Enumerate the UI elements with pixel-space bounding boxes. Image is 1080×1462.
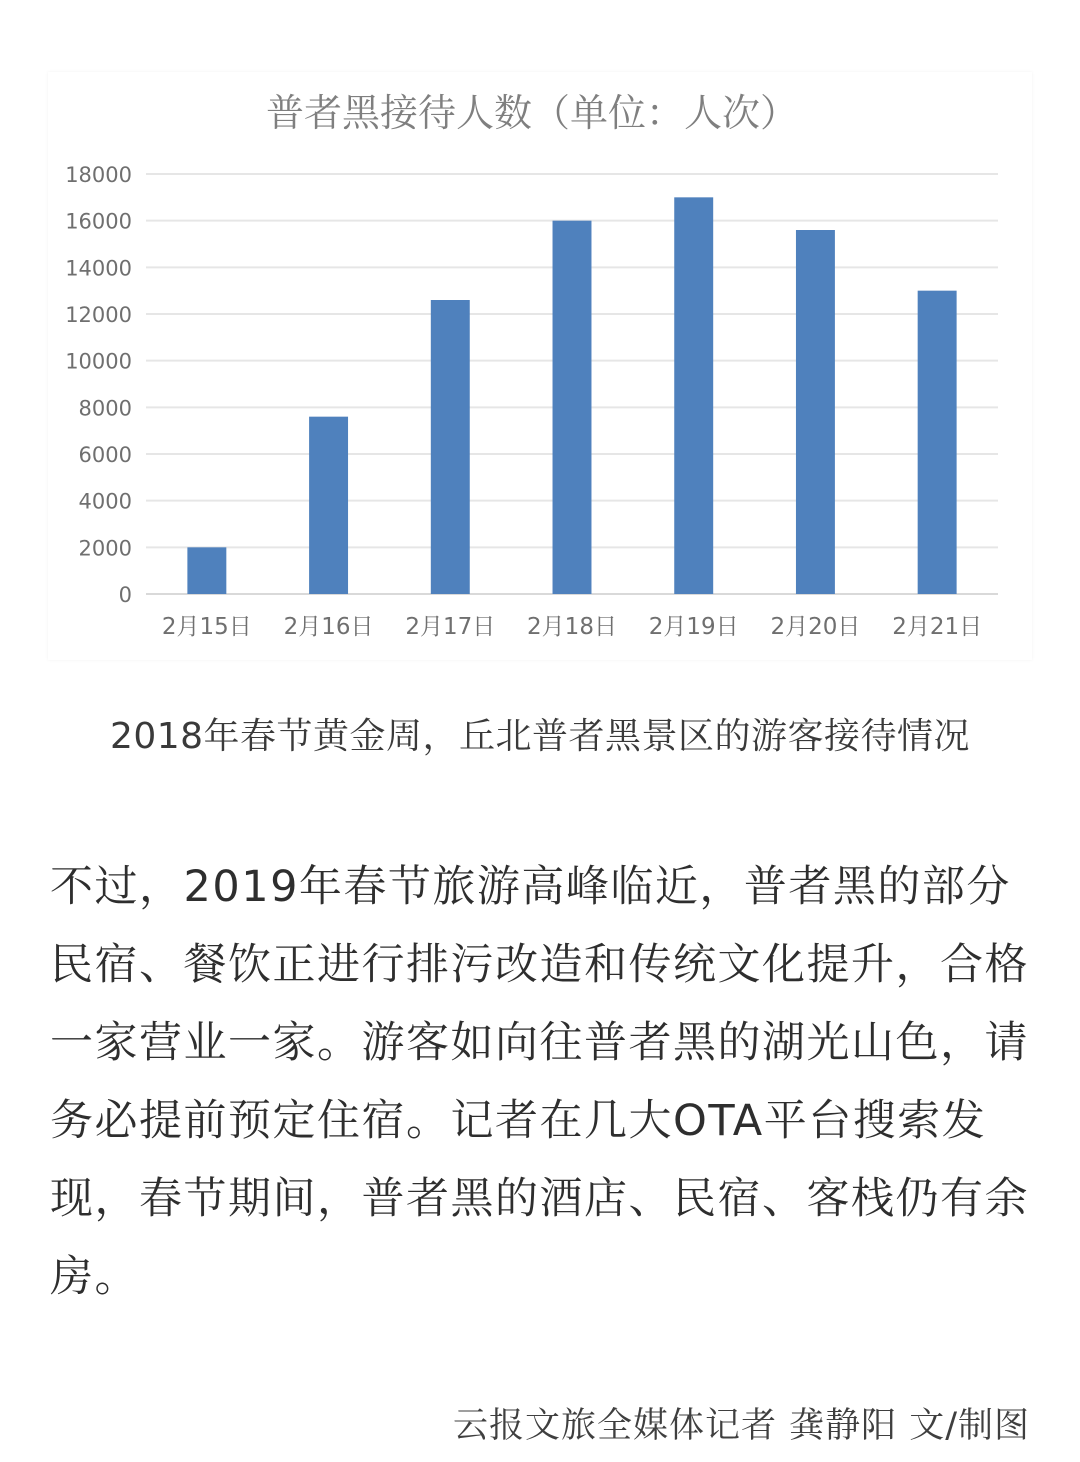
bar-7 bbox=[918, 291, 957, 594]
y-tick-label: 12000 bbox=[65, 303, 132, 327]
byline: 云报文旅全媒体记者 龚静阳 文/制图 bbox=[452, 1406, 1030, 1446]
y-axis-ticks bbox=[65, 163, 132, 607]
y-tick-label: 18000 bbox=[65, 163, 132, 187]
chart-container bbox=[48, 72, 1032, 660]
y-tick-label: 4000 bbox=[78, 489, 132, 514]
article-paragraph: 不过，2019年春节旅游高峰临近，普者黑的部分民宿、餐饮正进行排污改造和传统文化提升，合格一家营业一家。游客如向往普者黑的湖光山色，请务必提前预定住宿。记者在几大OTA平台搜索发现，春节期间，普者黑的酒店、民宿、客栈仍有余房。 bbox=[50, 862, 1029, 1302]
x-tick-label: 2月18日 bbox=[527, 614, 617, 640]
y-tick-label: 10000 bbox=[65, 349, 132, 374]
y-tick-label: 14000 bbox=[65, 256, 132, 281]
bar-6 bbox=[796, 230, 835, 594]
y-tick-label: 0 bbox=[118, 583, 132, 607]
x-tick-label: 2月20日 bbox=[770, 614, 861, 640]
bar-1 bbox=[187, 547, 226, 594]
x-tick-label: 2月17日 bbox=[405, 614, 496, 640]
bar-chart bbox=[48, 72, 1032, 660]
x-tick-label: 2月21日 bbox=[892, 614, 983, 640]
y-tick-label: 8000 bbox=[78, 396, 132, 421]
bars bbox=[187, 197, 956, 594]
x-tick-label: 2月16日 bbox=[283, 614, 374, 640]
chart-title: 普者黑接待人数（单位：人次） bbox=[265, 91, 799, 135]
bar-4 bbox=[553, 221, 592, 594]
bar-2 bbox=[309, 417, 348, 594]
chart-caption: 2018年春节黄金周，丘北普者黑景区的游客接待情况 bbox=[109, 716, 971, 757]
y-tick-label: 2000 bbox=[78, 536, 132, 561]
x-axis-ticks bbox=[162, 614, 982, 640]
x-tick-label: 2月15日 bbox=[161, 614, 252, 640]
bar-3 bbox=[431, 300, 470, 594]
y-tick-label: 6000 bbox=[78, 443, 132, 467]
x-tick-label: 2月19日 bbox=[648, 614, 739, 640]
y-tick-label: 16000 bbox=[65, 209, 132, 234]
bar-5 bbox=[674, 197, 713, 594]
